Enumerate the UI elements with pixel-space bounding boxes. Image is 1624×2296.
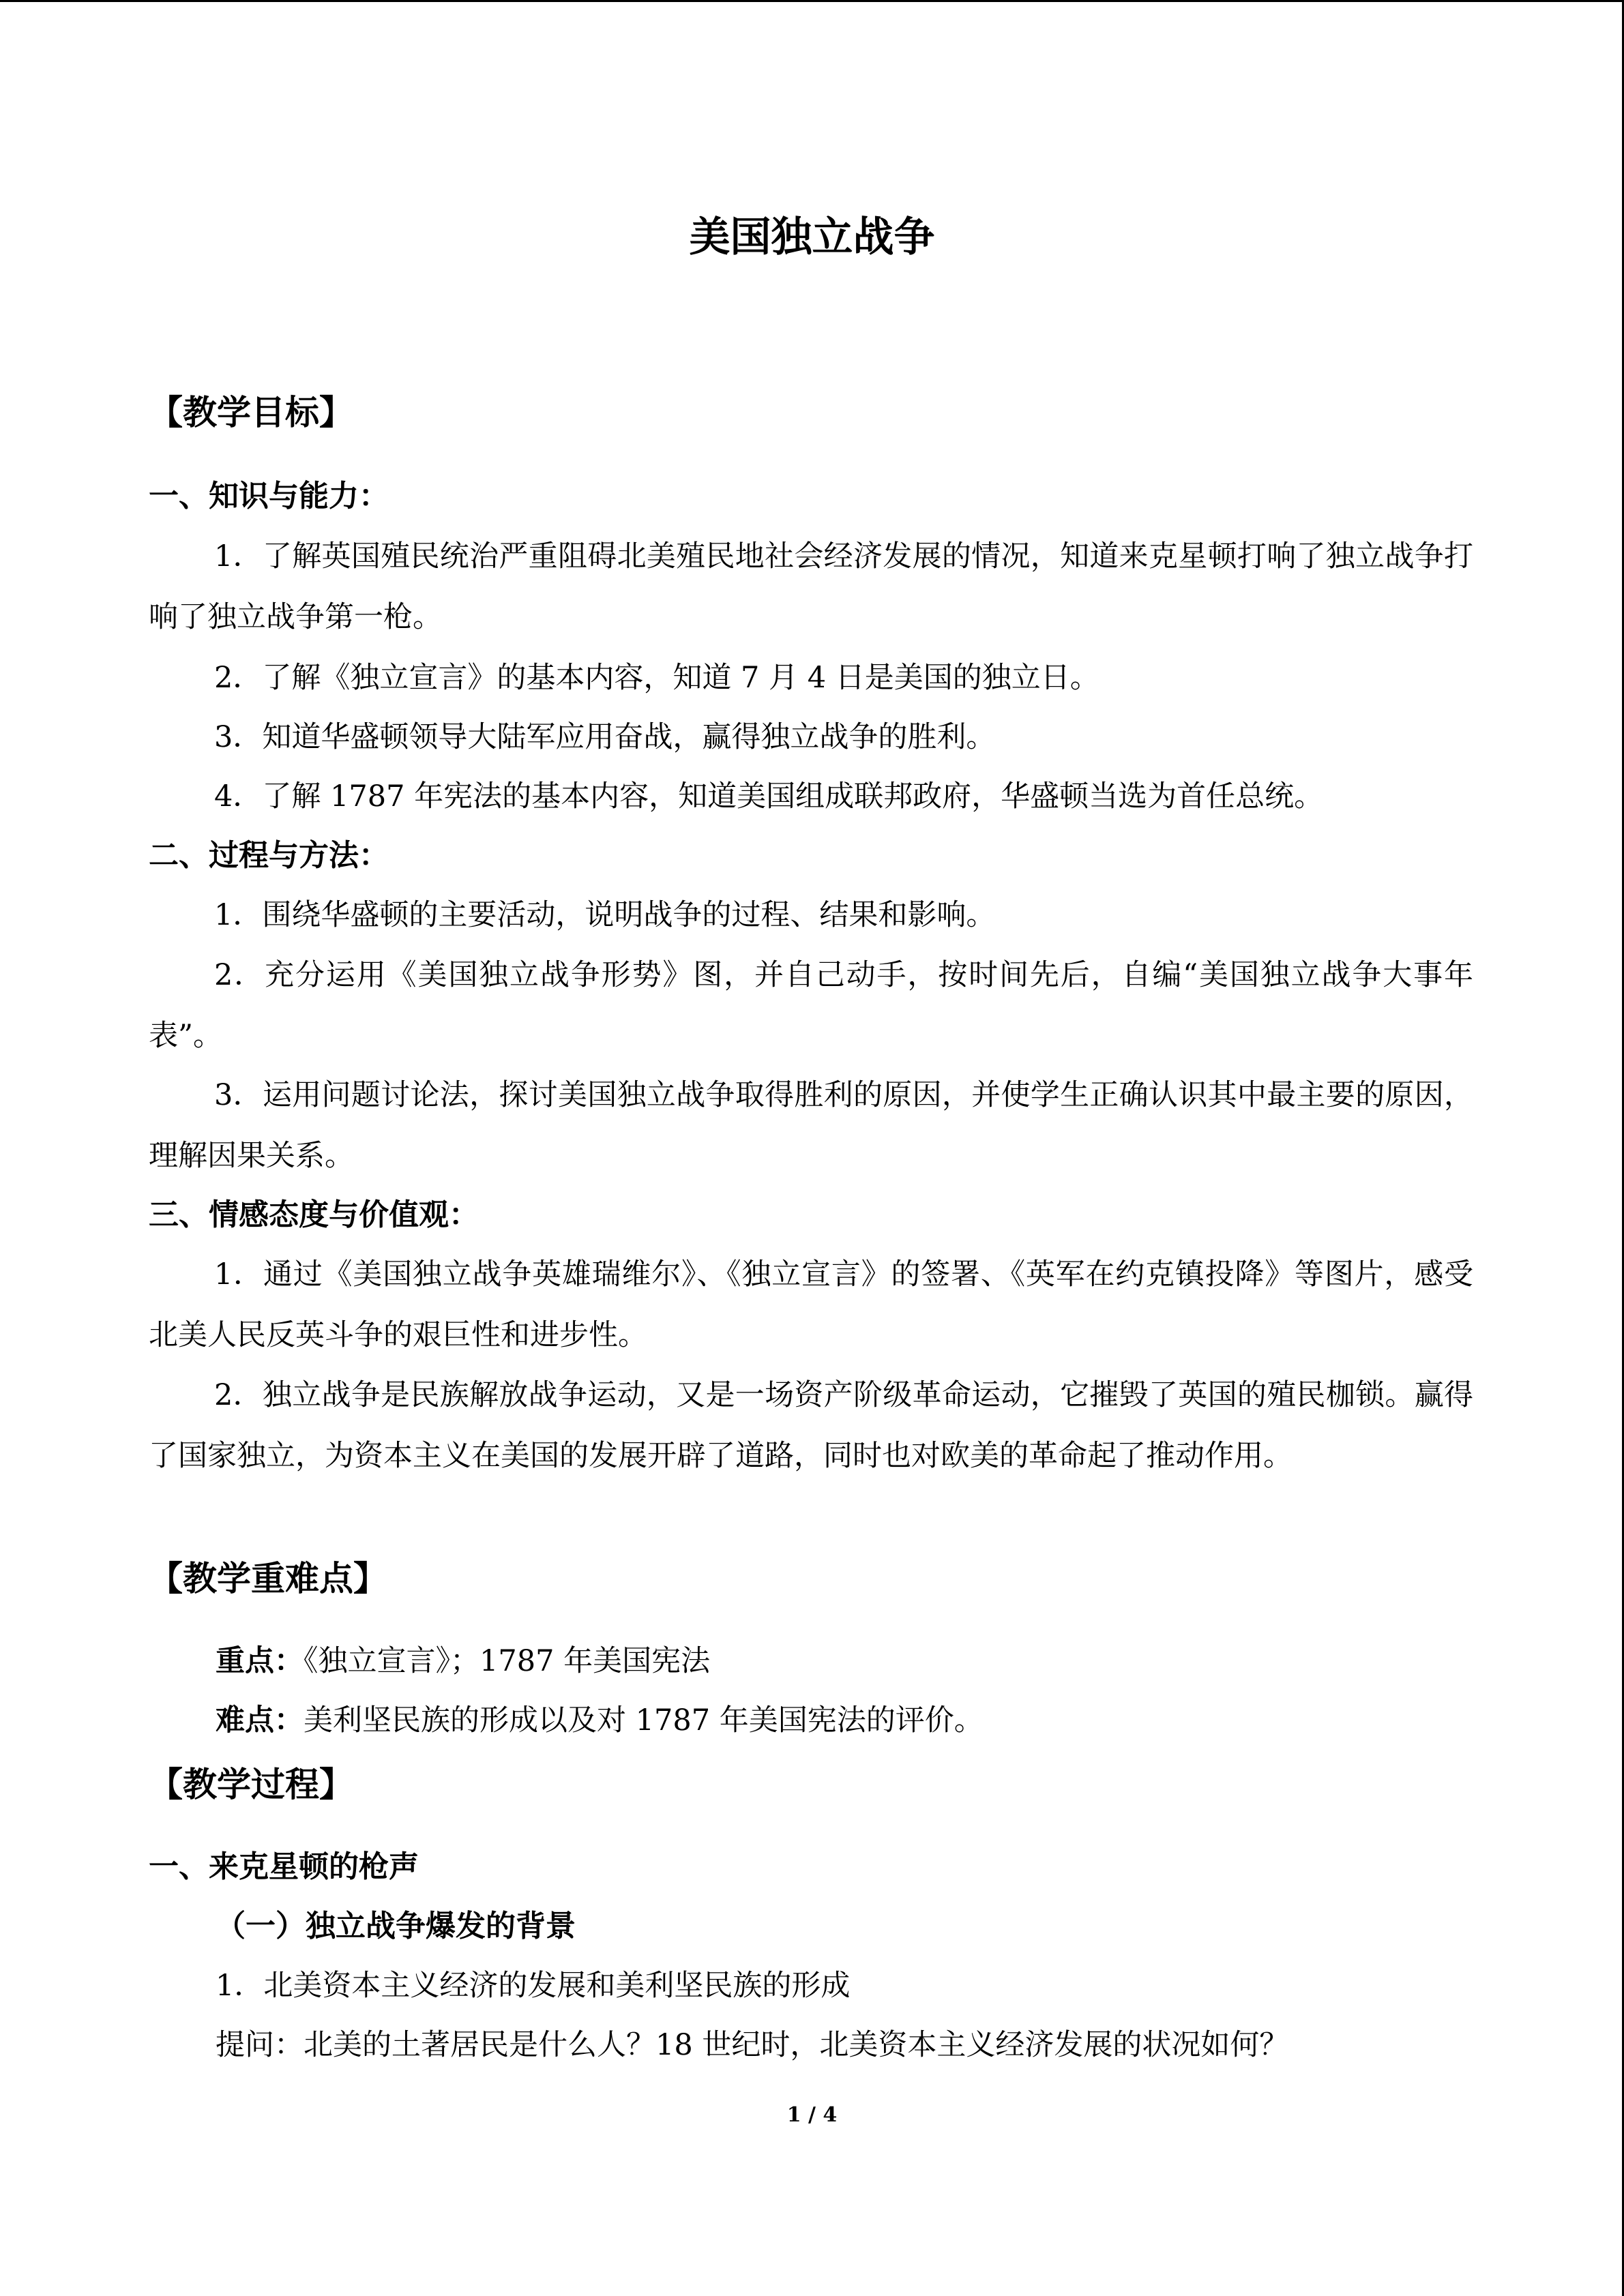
page-border-top — [0, 0, 1624, 2]
section-heading-process: 【教学过程】 — [149, 1765, 353, 1804]
focus-line — [216, 1641, 710, 1682]
process-question: 提问：北美的土著居民是什么人？18 世纪时，北美资本主义经济发展的状况如何？ — [216, 2028, 1289, 2062]
section-heading-key-points: 【教学重难点】 — [149, 1559, 387, 1598]
document-title: 美国独立战争 — [689, 213, 935, 261]
focus-text: 《独立宣言》；1787 年美国宪法 — [304, 1644, 711, 1678]
knowledge-item-4: 4．了解 1787 年宪法的基本内容，知道美国组成联邦政府，华盛顿当选为首任总统。 — [214, 779, 1324, 814]
process-item-1: 1．北美资本主义经济的发展和美利坚民族的形成 — [216, 1969, 851, 2003]
knowledge-item-3: 3．知道华盛顿领导大陆军应用奋战，赢得独立战争的胜利。 — [214, 720, 996, 754]
knowledge-item-1: 1．了解英国殖民统治严重阻碍北美殖民地社会经济发展的情况，知道来克星顿打响了独立战争打响了独立战争第一枪。 — [149, 539, 1473, 634]
knowledge-item-2: 2．了解《独立宣言》的基本内容，知道 7 月 4 日是美国的独立日。 — [214, 661, 1099, 695]
difficulty-text: 美利坚民族的形成以及对 1787 年美国宪法的评价。 — [304, 1703, 984, 1738]
section-heading-objectives: 【教学目标】 — [149, 393, 353, 432]
page-number: 1 / 4 — [786, 2103, 838, 2127]
process-part1-subheading: （一）独立战争爆发的背景 — [216, 1909, 576, 1943]
subheading-method: 二、过程与方法： — [149, 838, 389, 873]
difficulty-line — [216, 1700, 984, 1741]
values-item-1: 1．通过《美国独立战争英雄瑞维尔》、《独立宣言》的签署、《英军在约克镇投降》等图片，感受北美人民反英斗争的艰巨性和进步性。 — [149, 1257, 1473, 1352]
method-item-2: 2．充分运用《美国独立战争形势》图，并自己动手，按时间先后，自编“美国独立战争大事年表”。 — [149, 958, 1473, 1053]
difficulty-label: 难点： — [216, 1703, 304, 1738]
process-part1-heading: 一、来克星顿的枪声 — [149, 1849, 419, 1884]
method-item-3: 3．运用问题讨论法，探讨美国独立战争取得胜利的原因，并使学生正确认识其中最主要的原因，理解因果关系。 — [149, 1078, 1473, 1173]
method-item-1: 1．围绕华盛顿的主要活动，说明战争的过程、结果和影响。 — [214, 898, 996, 932]
focus-label: 重点： — [216, 1644, 304, 1678]
values-item-2: 2．独立战争是民族解放战争运动，又是一场资产阶级革命运动，它摧毁了英国的殖民枷锁。赢得了国家独立，为资本主义在美国的发展开辟了道路，同时也对欧美的革命起了推动作用。 — [149, 1378, 1473, 1473]
subheading-values: 三、情感态度与价值观： — [149, 1197, 479, 1232]
subheading-knowledge: 一、知识与能力： — [149, 479, 389, 513]
